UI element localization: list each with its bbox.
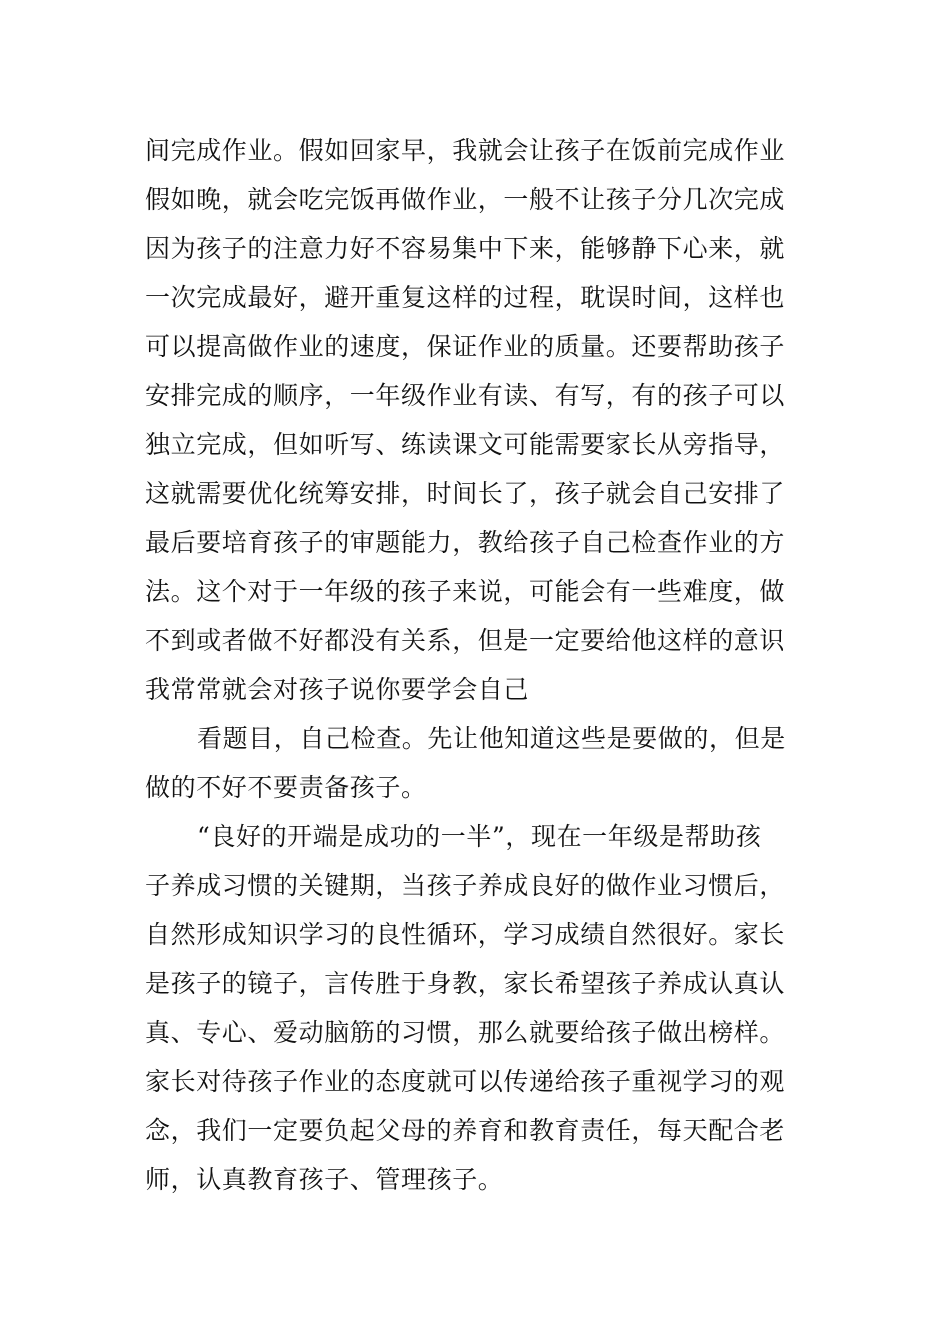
text-line: 家长对待孩子作业的态度就可以传递给孩子重视学习的观 xyxy=(145,1067,786,1096)
text-line: 因为孩子的注意力好不容易集中下来，能够静下心来，就 xyxy=(145,234,786,263)
text-line: 不到或者做不好都没有关系，但是一定要给他这样的意识 xyxy=(145,626,786,655)
text-line-indented: “良好的开端是成功的一半”，现在一年级是帮助孩 xyxy=(197,822,762,851)
text-line: 念，我们一定要负起父母的养育和教育责任，每天配合老 xyxy=(145,1116,786,1145)
text-line: 是孩子的镜子，言传胜于身教，家长希望孩子养成认真认 xyxy=(145,969,786,998)
text-line: 独立完成，但如听写、练读课文可能需要家长从旁指导， xyxy=(145,430,786,459)
text-line: 真、专心、爱动脑筋的习惯，那么就要给孩子做出榜样。 xyxy=(145,1018,786,1047)
text-line: 子养成习惯的关键期，当孩子养成良好的做作业习惯后， xyxy=(145,871,786,900)
text-line: 法。这个对于一年级的孩子来说，可能会有一些难度，做 xyxy=(145,577,786,606)
text-line: 我常常就会对孩子说你要学会自己 xyxy=(145,675,530,704)
text-line: 这就需要优化统筹安排，时间长了，孩子就会自己安排了 xyxy=(145,479,786,508)
text-line: 安排完成的顺序，一年级作业有读、有写，有的孩子可以 xyxy=(145,381,786,410)
text-line: 一次完成最好，避开重复这样的过程，耽误时间，这样也 xyxy=(145,283,786,312)
text-line: 最后要培育孩子的审题能力，教给孩子自己检查作业的方 xyxy=(145,528,786,557)
text-line: 间完成作业。假如回家早，我就会让孩子在饭前完成作业 xyxy=(145,136,786,165)
text-line: 做的不好不要责备孩子。 xyxy=(145,773,427,802)
text-line: 假如晚，就会吃完饭再做作业，一般不让孩子分几次完成 xyxy=(145,185,786,214)
text-line-indented: 看题目，自己检查。先让他知道这些是要做的，但是 xyxy=(197,724,786,753)
text-line: 师，认真教育孩子、管理孩子。 xyxy=(145,1165,504,1194)
text-line: 可以提高做作业的速度，保证作业的质量。还要帮助孩子 xyxy=(145,332,786,361)
text-line: 自然形成知识学习的良性循环，学习成绩自然很好。家长 xyxy=(145,920,786,949)
body-text xyxy=(145,126,810,1204)
